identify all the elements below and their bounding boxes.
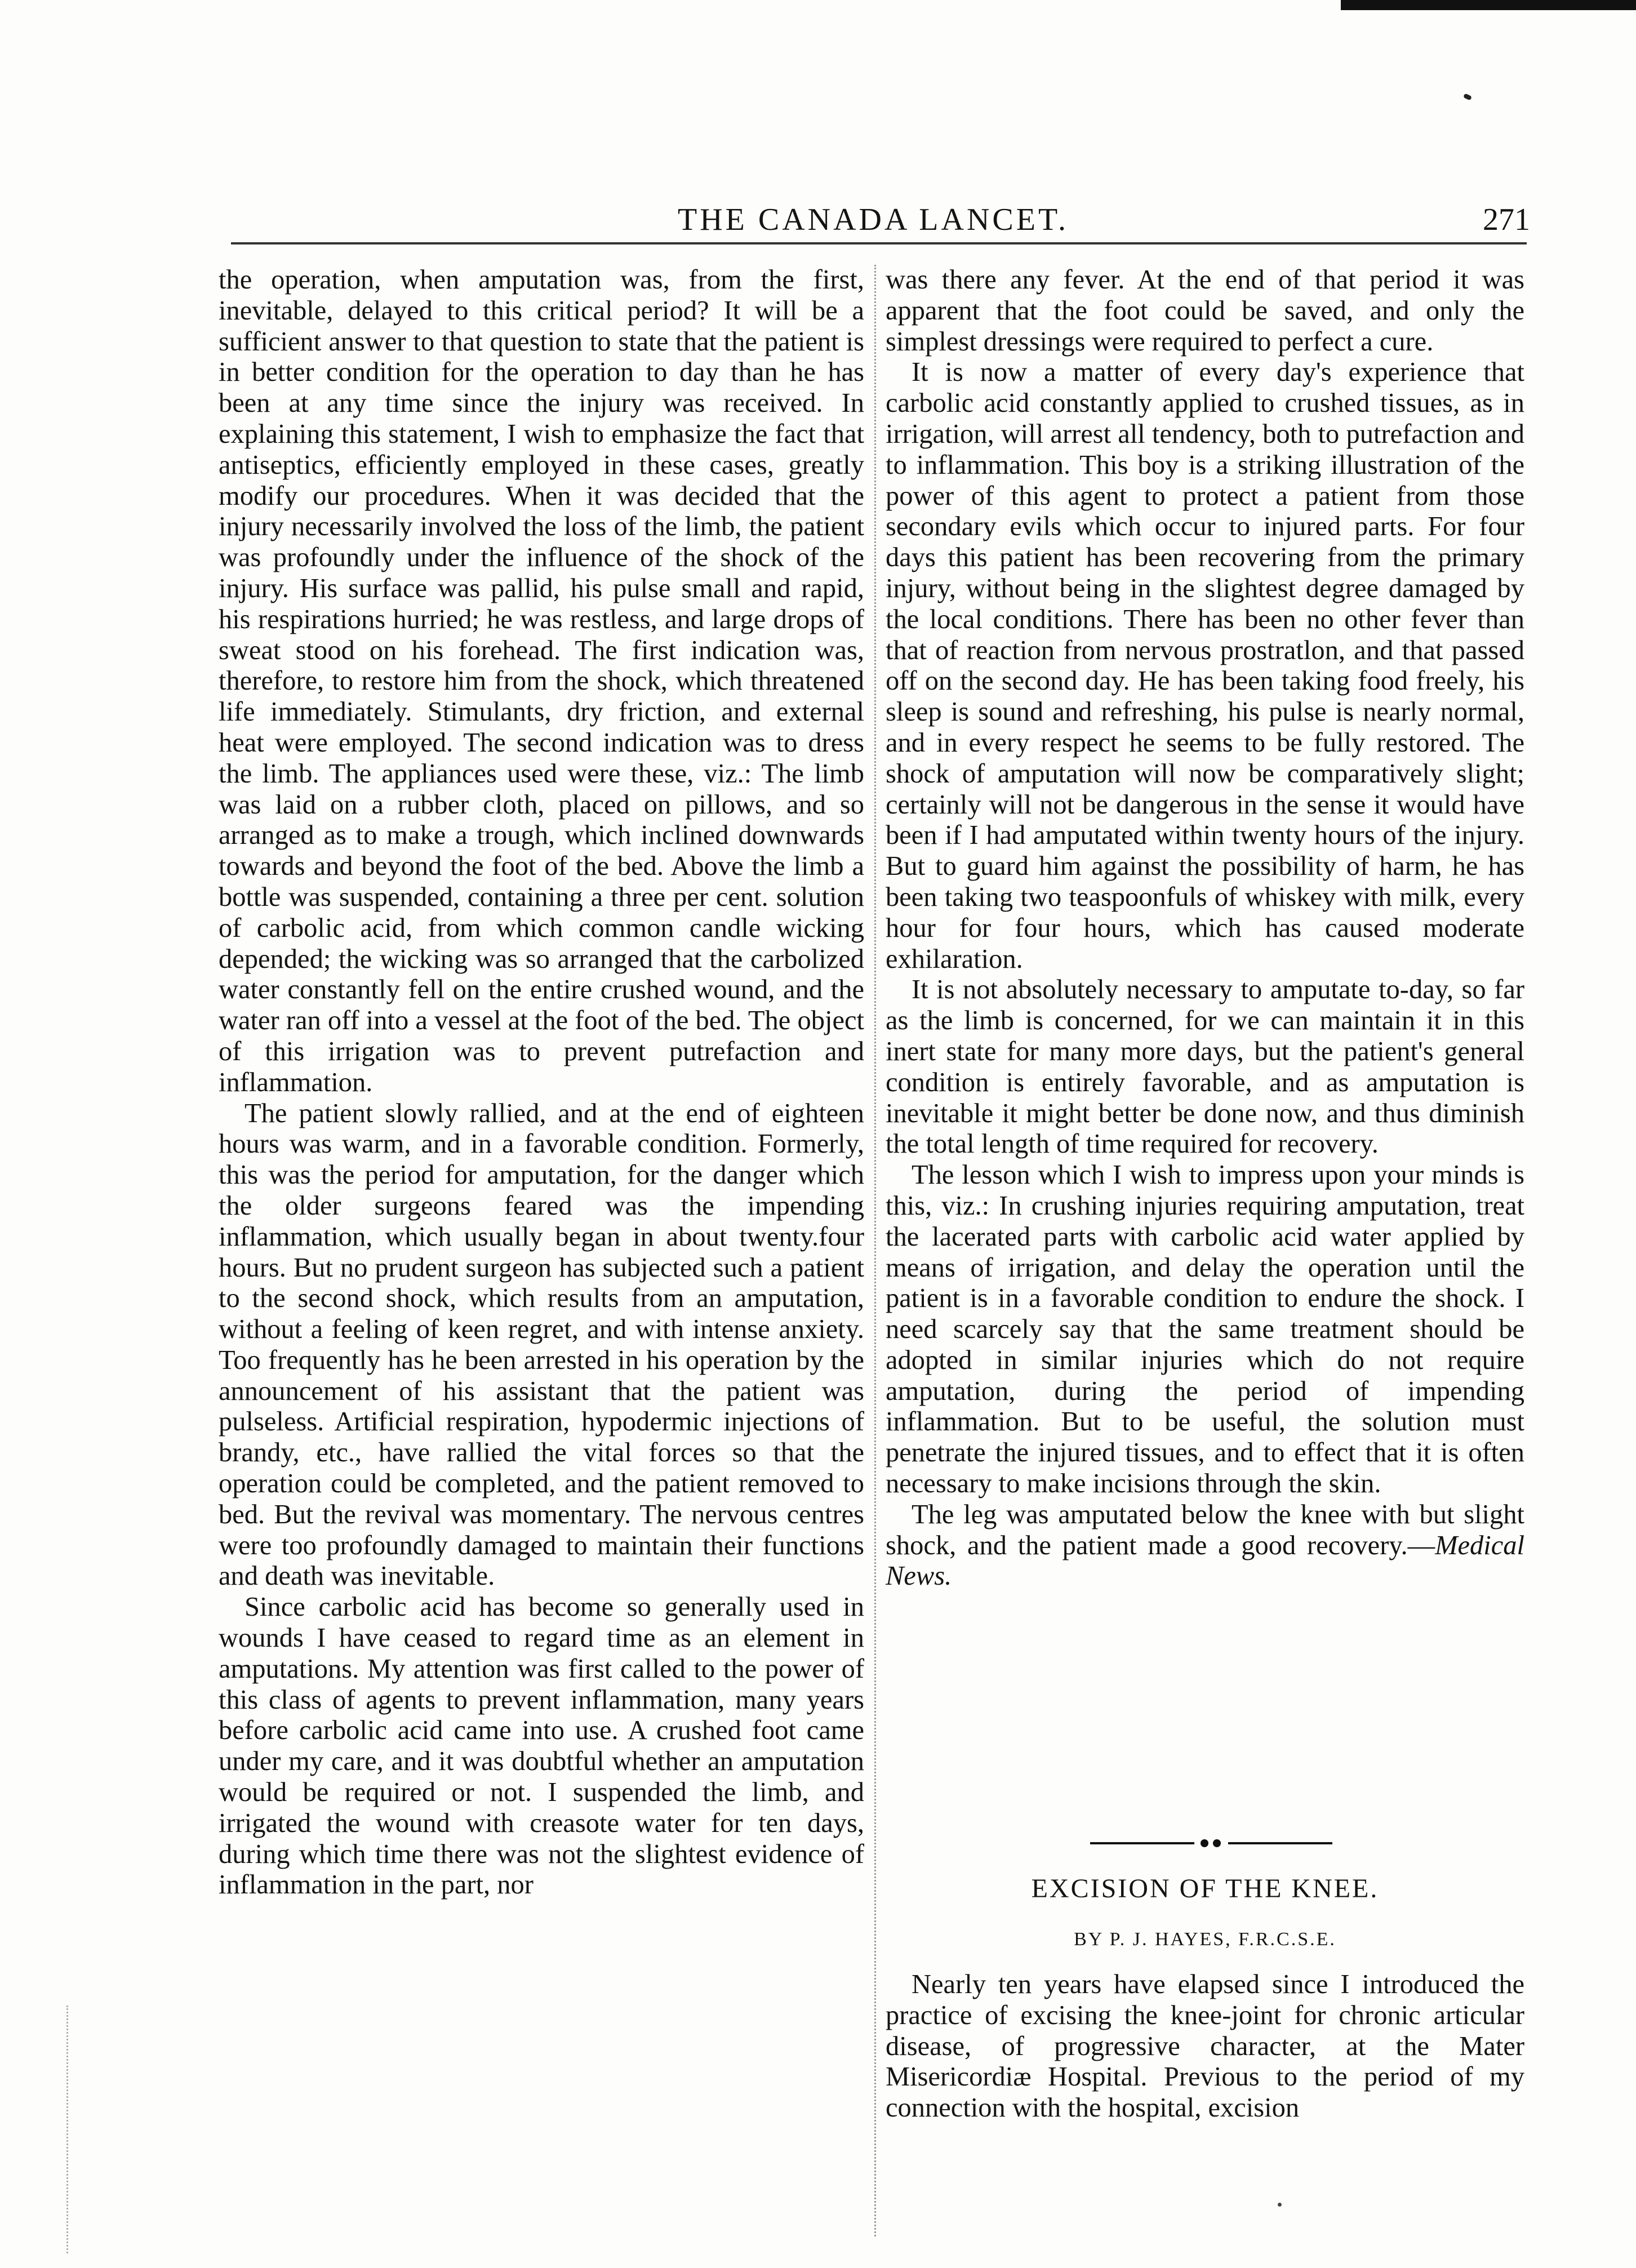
page-number: 271 (1483, 202, 1530, 237)
article-body (886, 1969, 1524, 2124)
ornament-dot (1213, 1839, 1221, 1847)
margin-marks (66, 2005, 70, 2253)
running-head (214, 197, 1532, 248)
article-byline: BY P. J. HAYES, F.R.C.S.E. (1074, 1929, 1336, 1950)
right-paragraph-1: was there any fever. At the end of that period it was apparent that the foot could be saved, and only the simplest dressings were required to perfect a cure. (886, 265, 1524, 357)
running-title: THE CANADA LANCET. (677, 202, 1069, 237)
article-paragraph-1: Nearly ten years have elapsed since I introduced the practice of excising the knee-joint for chronic articular disease, of progressive character, at the Mater Misericordiæ Hospital. Previous to the period of my connection with the hospital, excision (886, 1969, 1524, 2123)
top-edge-rule (1341, 0, 1636, 10)
ink-speck (1463, 93, 1472, 100)
right-paragraph-5: The leg was amputated below the knee with but slight shock, and the patient made a good recovery.—Medical News. (886, 1499, 1524, 1591)
right-column (886, 265, 1524, 1592)
left-paragraph-2: The patient slowly rallied, and at the end of eighteen hours was warm, and in a favorable condition. Formerly, this was the period for amputation, for the danger which the older surgeons feared was the impending inflammation, which usually began in about twenty.four hours. But no prudent surgeon has subjected such a patient to the second shock, which results from an amputation, without a feeling of keen regret, and with intense anxiety. Too frequently has he been arrested in his operation by the announcement of his assistant that the patient was pulseless. Artificial respiration, hypodermic injections of brandy, etc., have rallied the vital forces so that the operation could be completed, and the patient removed to bed. But the revival was momentary. The nervous centres were too profoundly damaged to maintain their functions and death was inevitable. (219, 1098, 864, 1591)
ornament-line-right (1228, 1842, 1332, 1844)
right-paragraph-3: It is not absolutely necessary to amputate to-day, so far as the limb is concerned, for we can maintain it in this inert state for many more days, but the patient's general condition is entirely favorable, and as amputation is inevitable it might better be done now, and thus diminish the total length of time required for recovery. (886, 975, 1524, 1159)
ornament-dot (1201, 1839, 1208, 1847)
left-paragraph-3: Since carbolic acid has become so generally used in wounds I have ceased to regard time as an element in amputations. My attention was first called to the power of this class of agents to prevent inflammation, many years before carbolic acid came into use. A crushed foot came under my care, and it was doubtful whether an amputation would be required or not. I suspended the limb, and irrigated the wound with creasote water for ten days, during which time there was not the slightest evidence of inflammation in the part, nor (219, 1592, 864, 1900)
left-paragraph-1: the operation, when amputation was, from the first, inevitable, delayed to this critical period? It will be a sufficient answer to that question to state that the patient is in better condition for the operation to day than he has been at any time since the injury was received. In explaining this statement, I wish to emphasize the fact that antiseptics, efficiently employed in these cases, greatly modify our procedures. When it was decided that the injury necessarily involved the loss of the limb, the patient was profoundly under the influence of the shock of the injury. His surface was pallid, his pulse small and rapid, his respirations hurried; he was restless, and large drops of sweat stood on his forehead. The first indication was, therefore, to restore him from the shock, which threatened life immediately. Stimulants, dry friction, and external heat were employed. The second indication was to dress the limb. The appliances used were these, viz.: The limb was laid on a rubber cloth, placed on pillows, and so arranged as to make a trough, which inclined downwards towards and beyond the foot of the bed. Above the limb a bottle was suspended, containing a three per cent. solution of carbolic acid, from which common candle wicking depended; the wicking was so arranged that the carbolized water constantly fell on the entire crushed wound, and the water ran off into a vessel at the foot of the bed. The object of this irrigation was to prevent putrefaction and inflammation. (219, 265, 864, 1097)
article-title: EXCISION OF THE KNEE. (1031, 1874, 1379, 1904)
source-citation: Medical News. (886, 1530, 1524, 1591)
right-paragraph-5-text: The leg was amputated below the knee with but slight shock, and the patient made a good recovery. (886, 1499, 1524, 1560)
right-paragraph-2: It is now a matter of every day's experience that carbolic acid constantly applied to crushed tissues, as in irrigation, will arrest all tendency, both to putrefaction and to inflammation. This boy is a striking illustration of the power of this agent to protect a patient from those secondary evils which occur to injured parts. For four days this patient has been recovering from the primary injury, without being in the slightest degree damaged by the local conditions. There has been no other fever than that of reaction from nervous prostratlon, and that passed off on the second day. He has been taking food freely, his sleep is sound and refreshing, his pulse is nearly normal, and in every respect he seems to be fully restored. The shock of amputation will now be comparatively slight; certainly will not be dangerous in the sense it would have been if I had amputated within twenty hours of the injury. But to guard him against the possibility of harm, he has been taking two teaspoonfuls of whiskey with milk, every hour for four hours, which has caused moderate exhilaration. (886, 357, 1524, 974)
right-paragraph-4: The lesson which I wish to impress upon your minds is this, viz.: In crushing injuries requiring amputation, treat the lacerated parts with carbolic acid water applied by means of irrigation, and delay the operation until the patient is in a favorable condition to endure the shock. I need scarcely say that the same treatment should be adopted in similar injuries which do not require amputation, during the period of impending inflammation. But to be useful, the solution must penetrate the injured tissues, and to effect that it is often necessary to make incisions through the skin. (886, 1160, 1524, 1499)
ink-speck (1278, 2203, 1282, 2207)
ornament-line-left (1090, 1842, 1194, 1844)
header-rule (231, 242, 1527, 244)
left-column (219, 265, 864, 1901)
column-divider (874, 265, 876, 2236)
section-ornament (1090, 1839, 1332, 1848)
